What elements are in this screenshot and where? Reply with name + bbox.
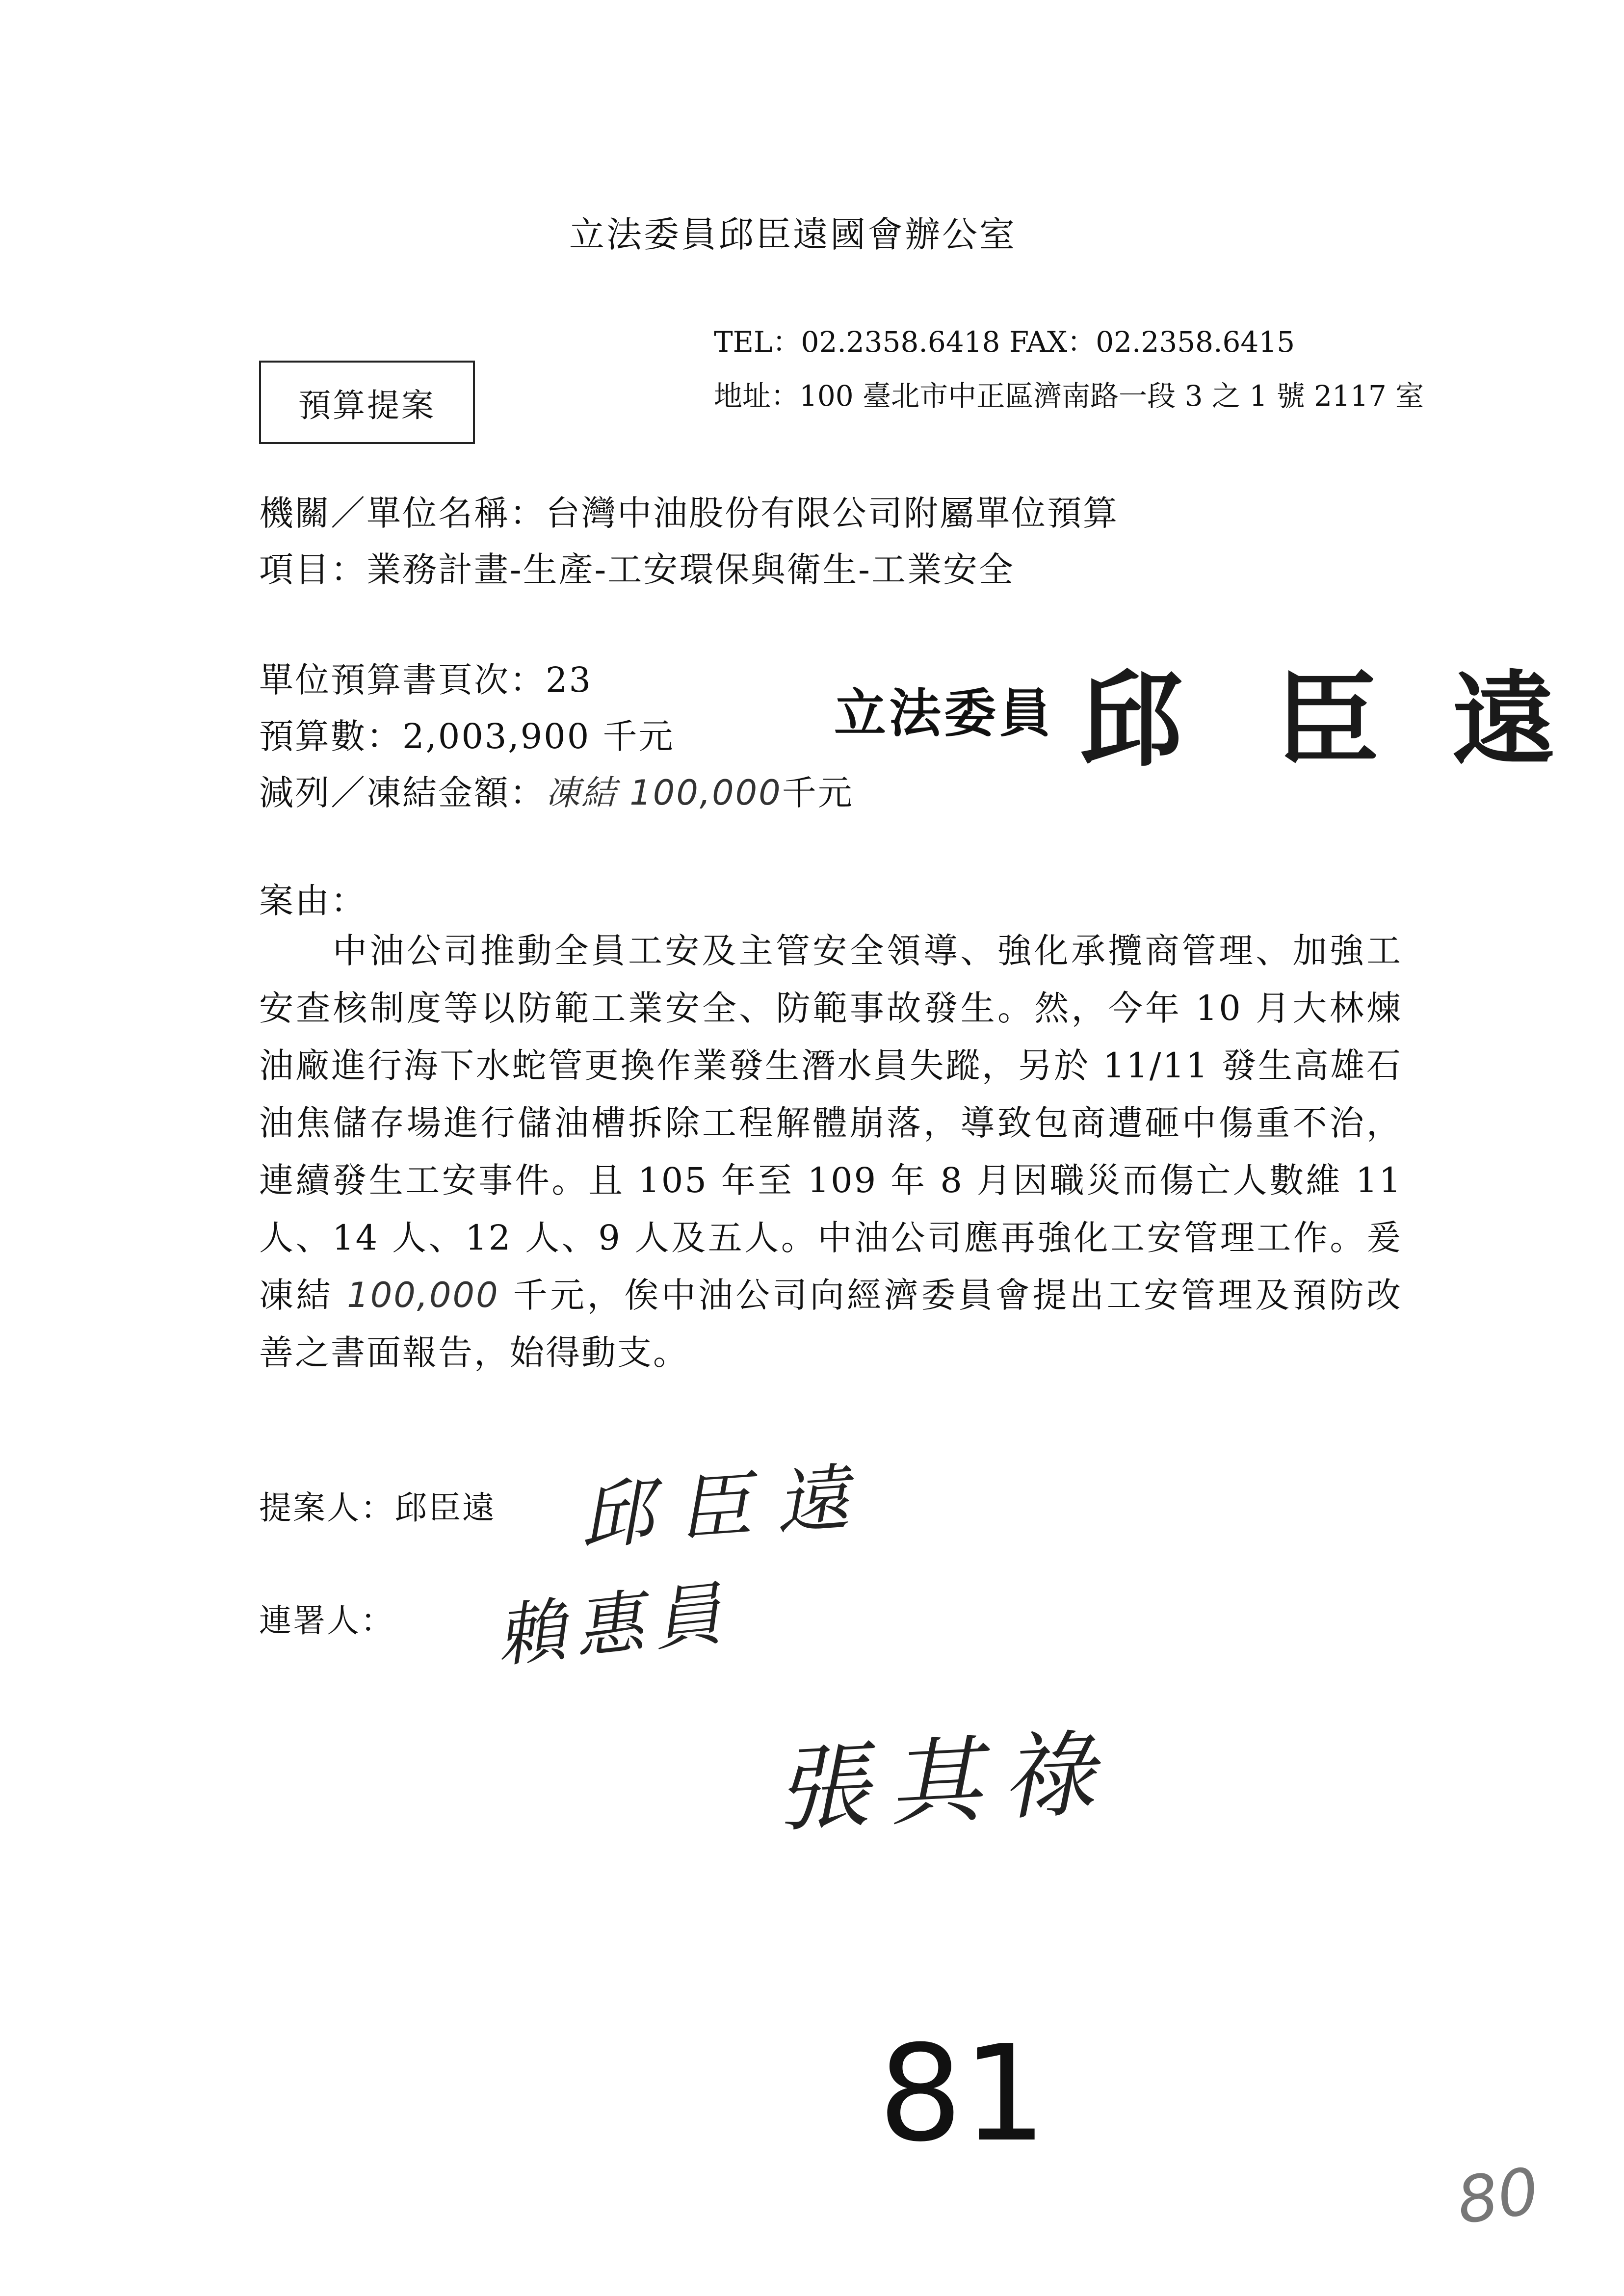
item-line: 項目：業務計畫-生產-工安環保與衛生-工業安全 [259,549,1015,590]
freeze-amount-handwritten: 凍結 100,000 [546,773,782,813]
cosigner-signature-1: 賴惠員 [493,1573,735,1677]
budget-amount: 預算數：2,003,900 千元 [259,716,675,757]
reason-text-part1: 中油公司推動全員工安及主管安全領導、強化承攬商管理、加強工安查核制度等以防範工業安全、防範事故發生。然，今年 10 月大林煉油廠進行海下水蛇管更換作業發生潛水員失蹤，另於 11/11 發生高雄石油焦儲存場進行儲油槽拆除工程解體崩落，導致包商遭砸中傷重不治，連續發生工安事件。且 105 年至 109 年 8 月因職災而傷亡人數維 11 人、14 人、12 人、9 人及五人。中油公司應再強化工安管理工作。爰凍結 [259,931,1402,1315]
proposer-label: 提案人：邱臣遠 [259,1489,496,1527]
document-type-badge [259,361,475,444]
office-title: 立法委員邱臣遠國會辦公室 [569,214,1017,255]
legislator-stamp-char-2: 臣 [1276,659,1379,781]
legislator-stamp-title: 立法委員 [834,682,1054,744]
handwritten-page-number: 80 [1452,2153,1544,2239]
legislator-stamp-char-1: 邱 [1079,659,1183,781]
cosigner-signature-2: 張其祿 [773,1719,1117,1845]
reason-label: 案由： [259,881,367,921]
freeze-amount-line [259,765,854,815]
page-number: 81 [878,2016,1047,2171]
document-type-label: 預算提案 [298,386,436,424]
contact-address: 地址：100 臺北市中正區濟南路一段 3 之 1 號 2117 室 [714,379,1424,413]
freeze-amount-unit: 千元 [782,773,854,813]
reason-text-part2: 千元，俟中油公司向經濟委員會提出工安管理及預防改善之書面報告，始得動支。 [259,1275,1402,1373]
reason-handwritten-amount: 100,000 [347,1275,499,1315]
cosigner-label: 連署人： [259,1602,394,1640]
legislator-stamp-char-3: 遠 [1452,659,1556,781]
reason-body [259,922,1402,1382]
budget-page-reference: 單位預算書頁次：23 [259,660,593,700]
contact-phone-fax: TEL：02.2358.6418 FAX：02.2358.6415 [714,325,1295,359]
proposer-signature: 邱臣遠 [576,1454,877,1560]
agency-line: 機關／單位名稱：台灣中油股份有限公司附屬單位預算 [259,493,1119,533]
freeze-amount-label: 減列／凍結金額： [259,773,546,813]
